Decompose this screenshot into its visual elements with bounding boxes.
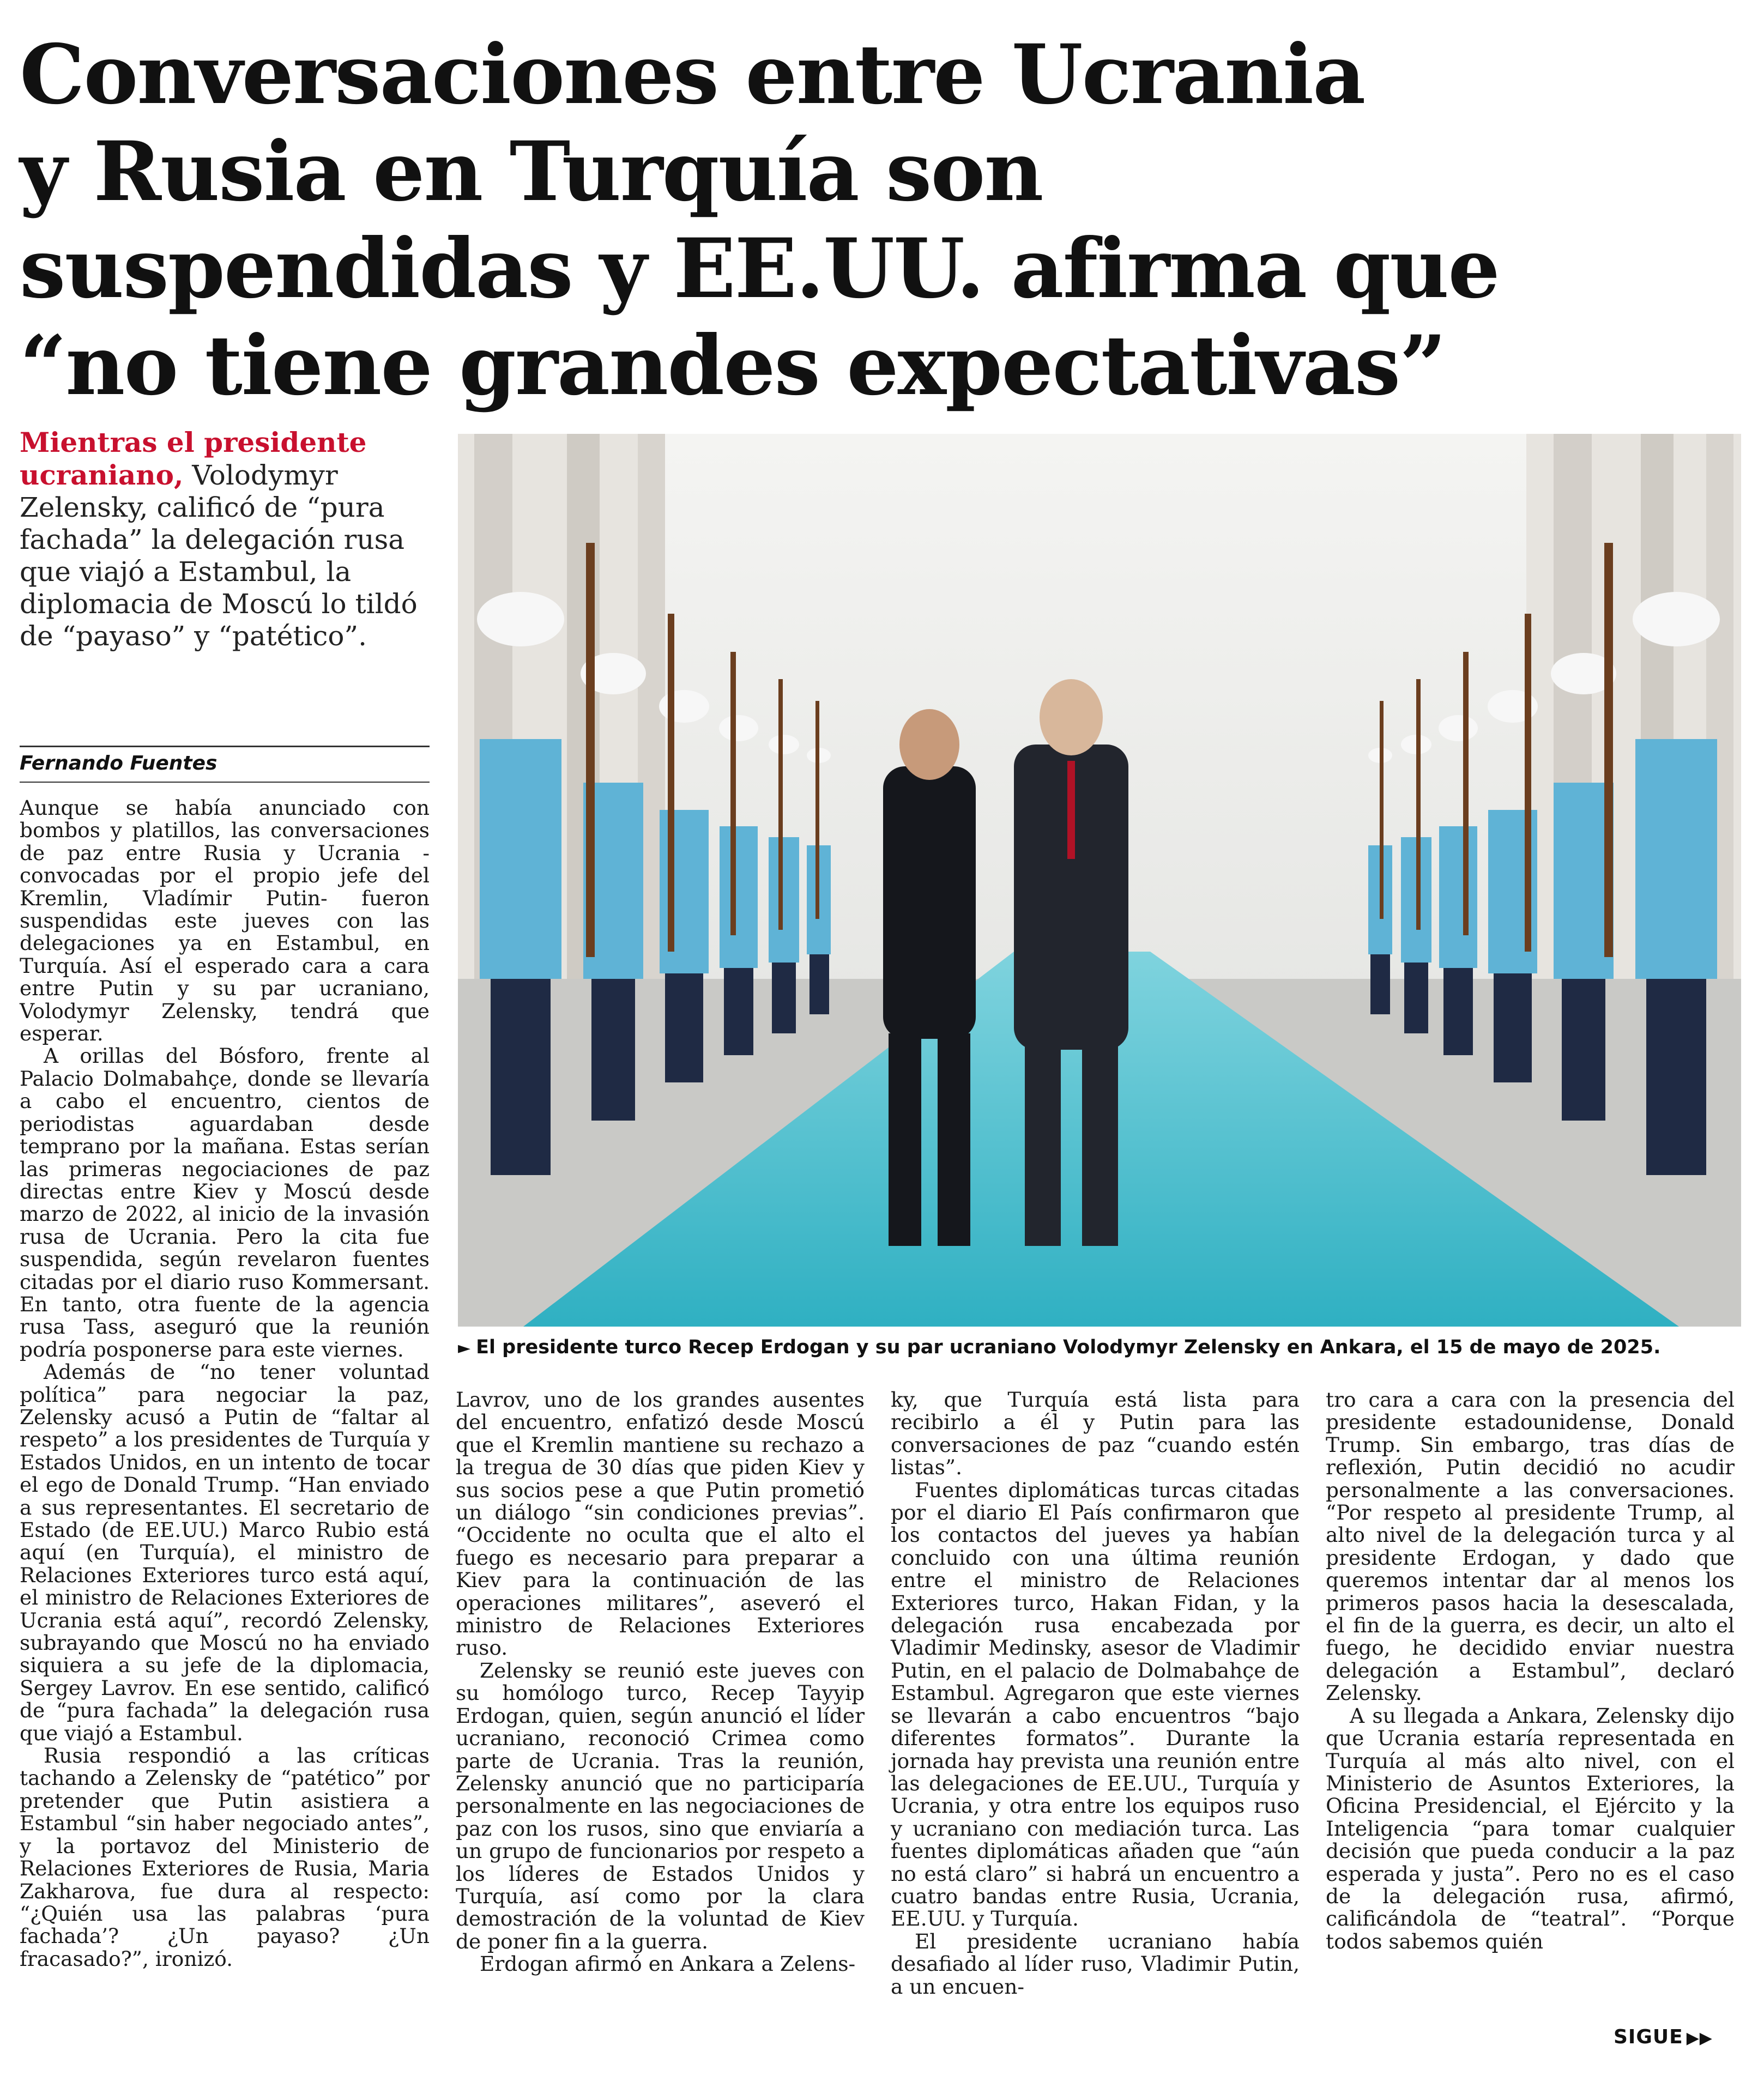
headline-line: “no tiene grandes expectativas” (20, 318, 1446, 414)
paragraph: Zelensky se reunió este jueves con su homólogo turco, Recep Tayyip Erdogan, quien, según anunció el líder ucraniano, reconoció Crimea como parte de Ucrania. Tras la reunión, Zelensky anunció que no participaría personalmente en las negociaciones de paz con los rusos, sino que enviaría a un grupo de funcionarios por respeto a los líderes de Estados Unidos y Turquía, así como por la clara demostración de la voluntad de Kiev de poner fin a la guerra. (456, 1658, 865, 1953)
continue-label (1614, 2025, 1713, 2050)
headline-line: y Rusia en Turquía son (20, 124, 1043, 220)
paragraph: Aunque se había anunciado con bombos y platillos, las conversaciones de paz entre Rusia y Ucrania -convocadas por el propio jefe del Kremlin, Vladímir Putin- fueron suspendidas este jueves con las delegaciones ya en Estambul, en Turquía. Así el esperado cara a cara entre Putin y su par ucraniano, Volodymyr Zelensky, tendrá que esperar. (20, 796, 430, 1046)
lead-highlight: Mientras el presidente ucraniano, (20, 426, 367, 491)
photo-illustration (458, 434, 1741, 1327)
article-column-4 (1326, 1389, 1735, 1953)
paragraph: Lavrov, uno de los grandes ausentes del encuentro, enfatizó desde Moscú que el Kremlin mantiene su rechazo a la tregua de 30 días que piden Kiev y sus socios pese a que Putin prometió un diálogo “sin condiciones previas”. “Occidente no oculta que el alto el fuego es necesario para preparar a Kiev para la continuación de las operaciones militares”, aseveró el ministro de Relaciones Exteriores ruso. (456, 1388, 865, 1660)
byline: Fernando Fuentes (20, 752, 218, 774)
article-column-2 (456, 1389, 865, 1976)
paragraph: Además de “no tener voluntad política” para negociar la paz, Zelensky acusó a Putin de “faltar al respeto” a los presidentes de Turquía y Estados Unidos, en un intento de tocar el ego de Donald Trump. “Han enviado a sus representantes. El secretario de Estado (de EE.UU.) Marco Rubio está aquí (en Turquía), el ministro de Relaciones Exteriores turco está aquí, el ministro de Relaciones Exteriores de Ucrania está aquí”, recordó Zelensky, subrayando que Moscú no ha enviado siquiera a su jefe de la diplomacia, Sergey Lavrov. En ese sentido, calificó de “pura fachada” la delegación rusa que viajó a Estambul. (20, 1360, 430, 1745)
paragraph: Fuentes diplomáticas turcas citadas por el diario El País confirmaron que los contactos del jueves ya habían concluido con una última reunión entre el ministro de Relaciones Exteriores turco, Hakan Fidan, y la delegación rusa encabezada por Vladimir Medinsky, asesor de Vladimir Putin, en el palacio de Dolmabahçe de Estambul. Agregaron que este viernes se llevarán a cabo encuentros “bajo diferentes formatos”. Durante la jornada hay prevista una reunión entre las delegaciones de EE.UU., Turquía y Ucrania, y otra entre los equipos ruso y ucraniano con mediación turca. Las fuentes diplomáticas añaden que “aún no está claro” si habrá un encuentro a cuatro bandas entre Rusia, Ucrania, EE.UU. y Turquía. (891, 1478, 1300, 1931)
headline-line: suspendidas y EE.UU. afirma que (20, 221, 1499, 317)
paragraph: Erdogan afirmó en Ankara a Zelens- (480, 1952, 856, 1976)
paragraph: A orillas del Bósforo, frente al Palacio Dolmabahçe, donde se llevaría a cabo el encuentro, cientos de periodistas aguardaban desde temprano por la mañana. Estas serían las primeras negociaciones de paz directas entre Kiev y Moscú desde marzo de 2022, al inicio de la invasión rusa de Ucrania. Pero la cita fue suspendida, según revelaron fuentes citadas por el diario ruso Kommersant. En tanto, otra fuente de la agencia rusa Tass, aseguró que la reunión podría posponerse para este viernes. (20, 1044, 430, 1361)
headline (20, 26, 1753, 414)
news-photo (458, 434, 1741, 1327)
paragraph: Rusia respondió a las críticas tachando a Zelensky de “patético” por pretender que Putin asistiera a Estambul “sin haber negociado antes”, y la portavoz del Ministerio de Relaciones Exteriores de Rusia, Maria Zakharova, fue dura al respecto: “¿Quién usa las palabras ‘pura fachada’? ¿Un payaso? ¿Un fracasado?”, ironizó. (20, 1744, 430, 1971)
continue-arrows-icon: ▶▶ (1686, 2029, 1713, 2048)
continue-text: SIGUE (1614, 2026, 1683, 2048)
paragraph: ky, que Turquía está lista para recibirlo a él y Putin para las conversaciones de paz “cuando estén listas”. (891, 1388, 1300, 1480)
paragraph: A su llegada a Ankara, Zelensky dijo que Ucrania estaría representada en Turquía al más alto nivel, con el Ministerio de Asuntos Exteriores, la Oficina Presidencial, el Ejército y la Inteligencia “para tomar cualquier decisión que pueda conducir a la paz esperada y justa”. Pero no es el caso de la delegación rusa, afirmó, calificándola de “teatral”. “Porque todos sabemos quién (1326, 1703, 1735, 1953)
caption-marker-icon: ► (458, 1339, 471, 1358)
article-column-1 (20, 797, 430, 1970)
paragraph: El presidente ucraniano había desafiado al líder ruso, Vladimir Putin, a un encuen- (891, 1929, 1300, 1999)
lead-text: Volodymyr Zelensky, calificó de “pura fachada” la delegación rusa que viajó a Estambul, la diplomacia de Moscú lo tildó de “payaso” y “patético”. (20, 459, 418, 652)
photo-caption (458, 1335, 1741, 1360)
article-column-3 (891, 1389, 1300, 1998)
caption-text: El presidente turco Recep Erdogan y su par ucraniano Volodymyr Zelensky en Ankara, el 15 de mayo de 2025. (476, 1336, 1661, 1358)
byline-divider (20, 782, 430, 783)
paragraph: tro cara a cara con la presencia del presidente estadounidense, Donald Trump. Sin embargo, tras días de reflexión, Putin decidió no acudir personalmente a las conversaciones. “Por respeto al presidente Trump, al alto nivel de la delegación turca y al presidente Erdogan, y dado que queremos intentar dar al menos los primeros pasos hacia la desescalada, el fin de la guerra, es decir, un alto el fuego, he decidido enviar nuestra delegación a Estambul”, declaró Zelensky. (1326, 1388, 1735, 1705)
lead-paragraph (20, 426, 434, 652)
byline-divider (20, 746, 430, 747)
headline-line: Conversaciones entre Ucrania (20, 27, 1365, 123)
